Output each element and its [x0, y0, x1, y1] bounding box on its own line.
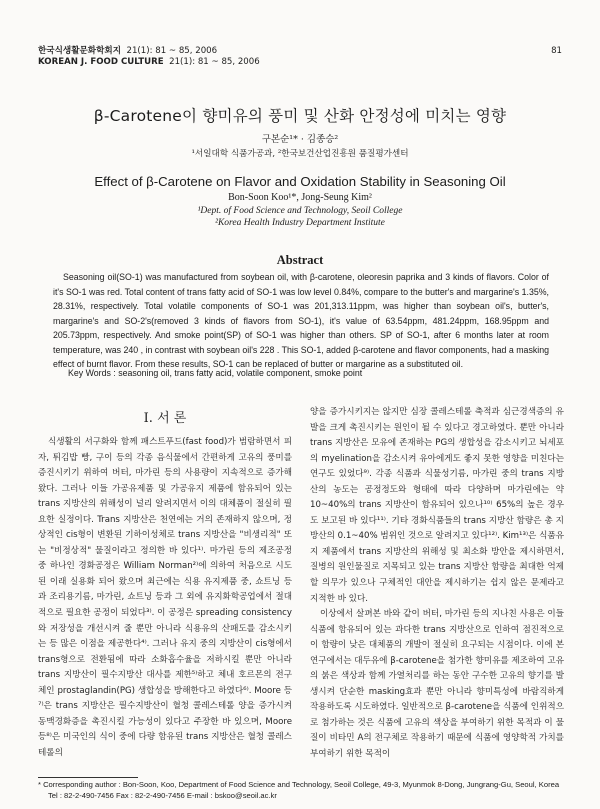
affiliations-english [0, 206, 600, 229]
journal-name-ko: 한국식생활문화학회지 [38, 46, 122, 56]
affiliation-1: ¹Dept. of Food Science and Technology, Seoil College [197, 206, 403, 216]
body-column-right [310, 405, 564, 763]
paragraph: 양을 증가시키지는 않지만 심장 콜레스테롤 축적과 심근경색증의 유발을 크게 촉진시키는 원인이 될 수 있다고 경고하였다. 뿐만 아니라 trans 지방산은 모유에 존재하는 PG의 생합성을 감소시키고 뇌세포의 myelination을 감소시켜 유아에게도 좋지 못한 영향을 미친다는 연구도 있었다⁹⁾. 각종 식품과 식물성기름, 마가린 중의 trans 지방산의 농도는 공정정도와 형태에 따라 다양하며 마가린에는 약 10~40%의 trans 지방산이 함유되어 있으나¹⁰⁾ 65%의 높은 경우도 보고된 바 있다¹¹⁾. 기타 경화식품들의 trans 지방산 함량은 총 지방산의 0.1~40% 범위인 것으로 알려지고 있다¹²⁾. Kim¹³⁾은 식품유지 제품에서 trans 지방산의 위해성 및 최소화 방안을 제시하면서, 질병의 원인물질로 지목되고 있는 trans 지방산 함량을 최대한 억제할 의무가 있으나 구체적인 대안을 제시하기는 쉽지 않은 문제라고 지적한 바 있다. [310, 407, 564, 604]
footnote [38, 780, 564, 801]
affiliation-2: ²Korea Health Industry Department Institute [215, 217, 385, 228]
keywords: Key Words : seasoning oil, trans fatty acid, volatile component, smoke point [68, 368, 363, 378]
page-number: 81 [551, 46, 562, 56]
body-column-left [38, 435, 292, 761]
paragraph: 식생활의 서구화와 함께 패스트푸드(fast food)가 범람하면서 피자, 튀김밥 빵, 구이 등의 각종 음식물에서 간편하게 고유의 풍미를 증진시키기 위하여 버터, 마가린 등의 사용량이 지속적으로 증가해 왔다. 그러나 이들 가공유제품 및 가공유지 제품에 함유되어 있는 trans 지방산의 위해성이 널리 알려지면서 이의 대체품이 절실히 필요한 실정이다. Trans 지방산은 천연에는 거의 존재하지 않으며, 정상적인 cis형이 변환된 기하이성체로 trans 지방산을 "비생리적" 또는 "비정상적" 물질이라고 정의한 바 있다¹⁾. 마가린 등의 제조공정 중 하나인 경화공정은 William Norman²⁾에 의하여 처음으로 시도된 이래 실용화 되어 왔으며 최근에는 식용 유지제품 중, 쇼트닝 등과 조리용기름, 마가린, 쇼트닝 등과 그 외에 유지화학공업에서 절대적으로 필요한 공정이 되었다³⁾. 이 공정은 spreading consistency와 저장성을 개선시켜 줄 뿐만 아니라 식용유의 산패도를 감소시키는 등 많은 이점을 제공한다⁴⁾. 그러나 유지 중의 지방산이 cis형에서 trans형으로 전환됨에 따라 소화흡수율을 저하시킬 뿐만 아니라 trans 지방산이 필수지방산 대사를 제한⁵⁾하고 체내 호르몬의 전구체인 prostaglandin(PG) 생합성을 방해한다고 하였다⁶⁾. Moore 등⁷⁾은 trans 지방산은 필수지방산이 혈청 콜레스테롤 양을 증가시켜 동맥경화증을 촉진시킬 가능성이 있다고 주장한 바 있으며, Moore 등⁸⁾은 미국인의 식이 중에 다량 함유된 trans 지방산은 혈청 콜레스테롤의 [38, 437, 292, 758]
footnote-contact: Tel : 82-2-490-7456 Fax : 82-2-490-7456 E-mail : bskoo@seoil.ac.kr [48, 790, 277, 800]
authors-english: Bon-Soon Koo¹*, Jong-Seung Kim² [228, 192, 372, 203]
title-english: Effect of β-Carotene on Flavor and Oxidation Stability in Seasoning Oil [94, 174, 506, 189]
journal-volume-en: 21(1): 81 ~ 85, 2006 [169, 57, 260, 67]
journal-volume-ko: 21(1): 81 ~ 85, 2006 [126, 46, 218, 56]
abstract-text: Seasoning oil(SO-1) was manufactured from soybean oil, with β-carotene, oleoresin paprika and 3 kinds of flavors. Color of it's SO-1 was red. Total content of trans fatty acid of SO-1 was low level 0.84%, compare to the butter's and margarine's 1.35%, 28.31%, respectively. Total volatile components of SO-1 was 201,313.11ppm, was higher than soybean oil's, butter's, margarine's and SO-2's(removed 3 kinds of flavors from SO-1), it's value of 63.54ppm, 481.24ppm, 168.95ppm and 205.73ppm, respectively. And smoke point(SP) of SO-1 was higher than others. SP of SO-1, after 6 months later at room temperature, was 240 , in contrast with soybean oil's 228 . This SO-1, added β-carotene and flavor components, had a masking effect of burnt flavor. From these results, SO-1 can be replaced of butter or margarine as a substituted oil. [53, 272, 549, 369]
paragraph: 이상에서 살펴본 바와 같이 버터, 마가린 등의 지나친 사용은 이들 식품에 함유되어 있는 과다한 trans 지방산으로 인하여 점진적으로 이 함량이 낮은 대체품의 개발이 절실히 요구되는 시점이다. 이에 본 연구에서는 대두유에 β-carotene을 첨가한 향미유를 제조하여 고유의 붉은 색상과 함께 가열처리를 하는 동안 구수한 고유의 향기를 발생시켜 단순한 masking효과 뿐만 아니라 향미특성에 바람직하게 작용하도록 시도하였다. 일반적으로 β-carotene을 식품에 인위적으로 첨가하는 것은 식품에 고유의 색상을 부여하기 위한 목적과 이 물질이 비타민 A의 전구체로 작용하기 때문에 식품에 영양학적 가치를 부여하기 위한 목적이 [310, 609, 564, 760]
footnote-divider [38, 777, 138, 778]
title-korean: β-Carotene이 향미유의 풍미 및 산화 안정성에 미치는 영향 [93, 107, 507, 125]
affiliations-korean: ¹서일대학 식품가공과, ²한국보건산업진흥원 품질평가센터 [191, 149, 409, 159]
authors-korean: 구본순¹* · 김종승² [261, 134, 339, 145]
footnote-corresponding-author: * Corresponding author : Bon-Soon, Koo, Department of Food Science and Technology, Seoil College, 49-3, Myunmok 8-Dong, Jungrang-Gu, Seoul, Korea [38, 780, 560, 789]
section-title-introduction: I. 서 론 [143, 411, 187, 426]
journal-header [38, 46, 260, 68]
journal-name-en: KOREAN J. FOOD CULTURE [38, 57, 164, 67]
abstract-heading: Abstract [276, 253, 324, 267]
